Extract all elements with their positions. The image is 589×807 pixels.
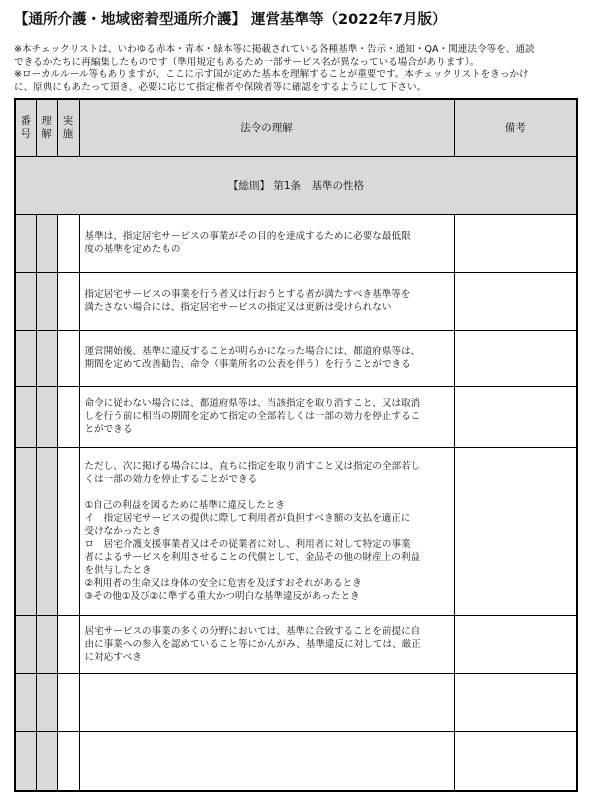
header-law: 法令の理解 <box>79 99 454 156</box>
implement-check-cell[interactable] <box>57 673 79 731</box>
law-text-line: を供与したとき <box>84 564 152 576</box>
understand-check-cell[interactable] <box>36 214 57 272</box>
remarks-cell[interactable] <box>454 386 577 447</box>
law-text-line: くは一部の効力を停止することができる <box>84 473 258 485</box>
number-cell <box>15 214 36 272</box>
law-text-line: イ 指定居宅サービスの提供に際して利用者が負担すべき額の支払を適正に <box>84 512 411 524</box>
law-text-line: 基準は、指定居宅サービスの事業がその目的を達成するために必要な最低限 <box>84 231 411 242</box>
law-text-cell <box>79 386 454 447</box>
intro-notes <box>14 44 579 94</box>
understand-check-cell[interactable] <box>36 673 57 731</box>
implement-check-cell[interactable] <box>57 330 79 386</box>
header-number <box>15 99 36 156</box>
understand-check-cell[interactable] <box>36 731 57 791</box>
number-cell <box>15 272 36 330</box>
table-row <box>15 615 577 673</box>
implement-check-cell[interactable] <box>57 272 79 330</box>
law-text-line: ただし、次に掲げる場合には、直ちに指定を取り消すこと又は指定の全部若し <box>84 460 421 472</box>
law-text-line: 者によるサービスを利用させることの代償として、金品その他の財産上の利益 <box>84 551 421 563</box>
number-cell <box>15 673 36 731</box>
law-text-cell <box>79 214 454 272</box>
table-row <box>15 447 577 615</box>
note-line: できるかたちに再編集したものです（準用規定もあるため一部サービス名が異なっている場合があります）。 <box>14 56 480 68</box>
header-implement-label: 実 施 <box>62 114 74 140</box>
law-text-cell <box>79 447 454 615</box>
law-text-line: 期間を定めて改善勧告、命令（事業所名の公表を伴う）を行うことができる <box>84 359 411 370</box>
law-text-cell <box>79 731 454 791</box>
number-cell <box>15 615 36 673</box>
law-text-line: 由に事業への参入を認めていること等にかんがみ、基準違反に対しては、厳正 <box>84 638 421 650</box>
understand-check-cell[interactable] <box>36 615 57 673</box>
section-heading: 【総則】 第1条 基準の性格 <box>15 156 577 214</box>
law-text-line: ②利用者の生命又は身体の安全に危害を及ぼすおそれがあるとき <box>84 577 362 589</box>
understand-check-cell[interactable] <box>36 447 57 615</box>
table-row <box>15 673 577 731</box>
implement-check-cell[interactable] <box>57 731 79 791</box>
law-text-cell <box>79 615 454 673</box>
law-text-cell <box>79 272 454 330</box>
remarks-cell[interactable] <box>454 673 577 731</box>
understand-check-cell[interactable] <box>36 330 57 386</box>
remarks-cell[interactable] <box>454 615 577 673</box>
law-text-line: 指定居宅サービスの事業を行う者又は行おうとする者が満たすべき基準等を <box>84 289 411 300</box>
number-cell <box>15 386 36 447</box>
page-title: 【通所介護・地域密着型通所介護】 運営基準等（2022年7月版） <box>14 12 447 28</box>
header-understand-label: 理 解 <box>41 114 52 140</box>
understand-check-cell[interactable] <box>36 386 57 447</box>
implement-check-cell[interactable] <box>57 615 79 673</box>
table-row <box>15 386 577 447</box>
law-text-line: 居宅サービスの事業の多くの分野においては、基準に合致することを前提に自 <box>84 625 421 637</box>
law-text-line: 運営開始後、基準に違反することが明らかになった場合には、都道府県等は、 <box>84 346 421 357</box>
law-text-line: に対応すべき <box>84 651 142 663</box>
law-text-line: 受けなかったとき <box>84 525 162 537</box>
law-text-line: 命令に従わない場合には、都道府県等は、当該指定を取り消すこと、又は取消 <box>84 398 421 409</box>
header-implement <box>57 99 79 156</box>
remarks-cell[interactable] <box>454 330 577 386</box>
header-understand <box>36 99 57 156</box>
note-line: に、原典にもあたって頂き、必要に応じて指定権者や保険者等に確認をするようにして下さい。 <box>14 81 427 93</box>
law-text-line: ロ 居宅介護支援事業者又はその従業者に対し、利用者に対して特定の事業 <box>84 538 411 550</box>
law-text-cell <box>79 673 454 731</box>
header-number-label: 番 号 <box>20 114 31 140</box>
checklist-table <box>14 98 578 792</box>
note-line: ※本チェックリストは、いわゆる赤本・青本・緑本等に掲載されている各種基準・告示・通知・QA・関連法令等を、通読 <box>14 44 535 55</box>
implement-check-cell[interactable] <box>57 214 79 272</box>
law-text-line: 満たさない場合には、指定居宅サービスの指定又は更新は受けられない <box>84 302 392 313</box>
law-text-line: 度の基準を定めたもの <box>84 244 181 255</box>
note-line: ※ローカルルール等もありますが、ここに示す国が定めた基本を理解することが重要です。本チェックリストをきっかけ <box>14 69 529 80</box>
table-row <box>15 272 577 330</box>
implement-check-cell[interactable] <box>57 447 79 615</box>
header-remarks: 備考 <box>454 99 577 156</box>
table-row <box>15 330 577 386</box>
table-row <box>15 214 577 272</box>
law-text-cell <box>79 330 454 386</box>
remarks-cell[interactable] <box>454 214 577 272</box>
implement-check-cell[interactable] <box>57 386 79 447</box>
law-text-line: ③その他①及び②に準ずる重大かつ明白な基準違反があったとき <box>84 590 360 602</box>
number-cell <box>15 330 36 386</box>
law-text-line: しを行う前に相当の期間を定めて指定の全部若しくは一部の効力を停止するこ <box>84 411 421 422</box>
table-row <box>15 731 577 791</box>
law-text-line: とができる <box>84 424 133 435</box>
number-cell <box>15 447 36 615</box>
understand-check-cell[interactable] <box>36 272 57 330</box>
remarks-cell[interactable] <box>454 447 577 615</box>
law-text-line: ①自己の利益を図るために基準に違反したとき <box>84 499 285 511</box>
number-cell <box>15 731 36 791</box>
remarks-cell[interactable] <box>454 272 577 330</box>
remarks-cell[interactable] <box>454 731 577 791</box>
